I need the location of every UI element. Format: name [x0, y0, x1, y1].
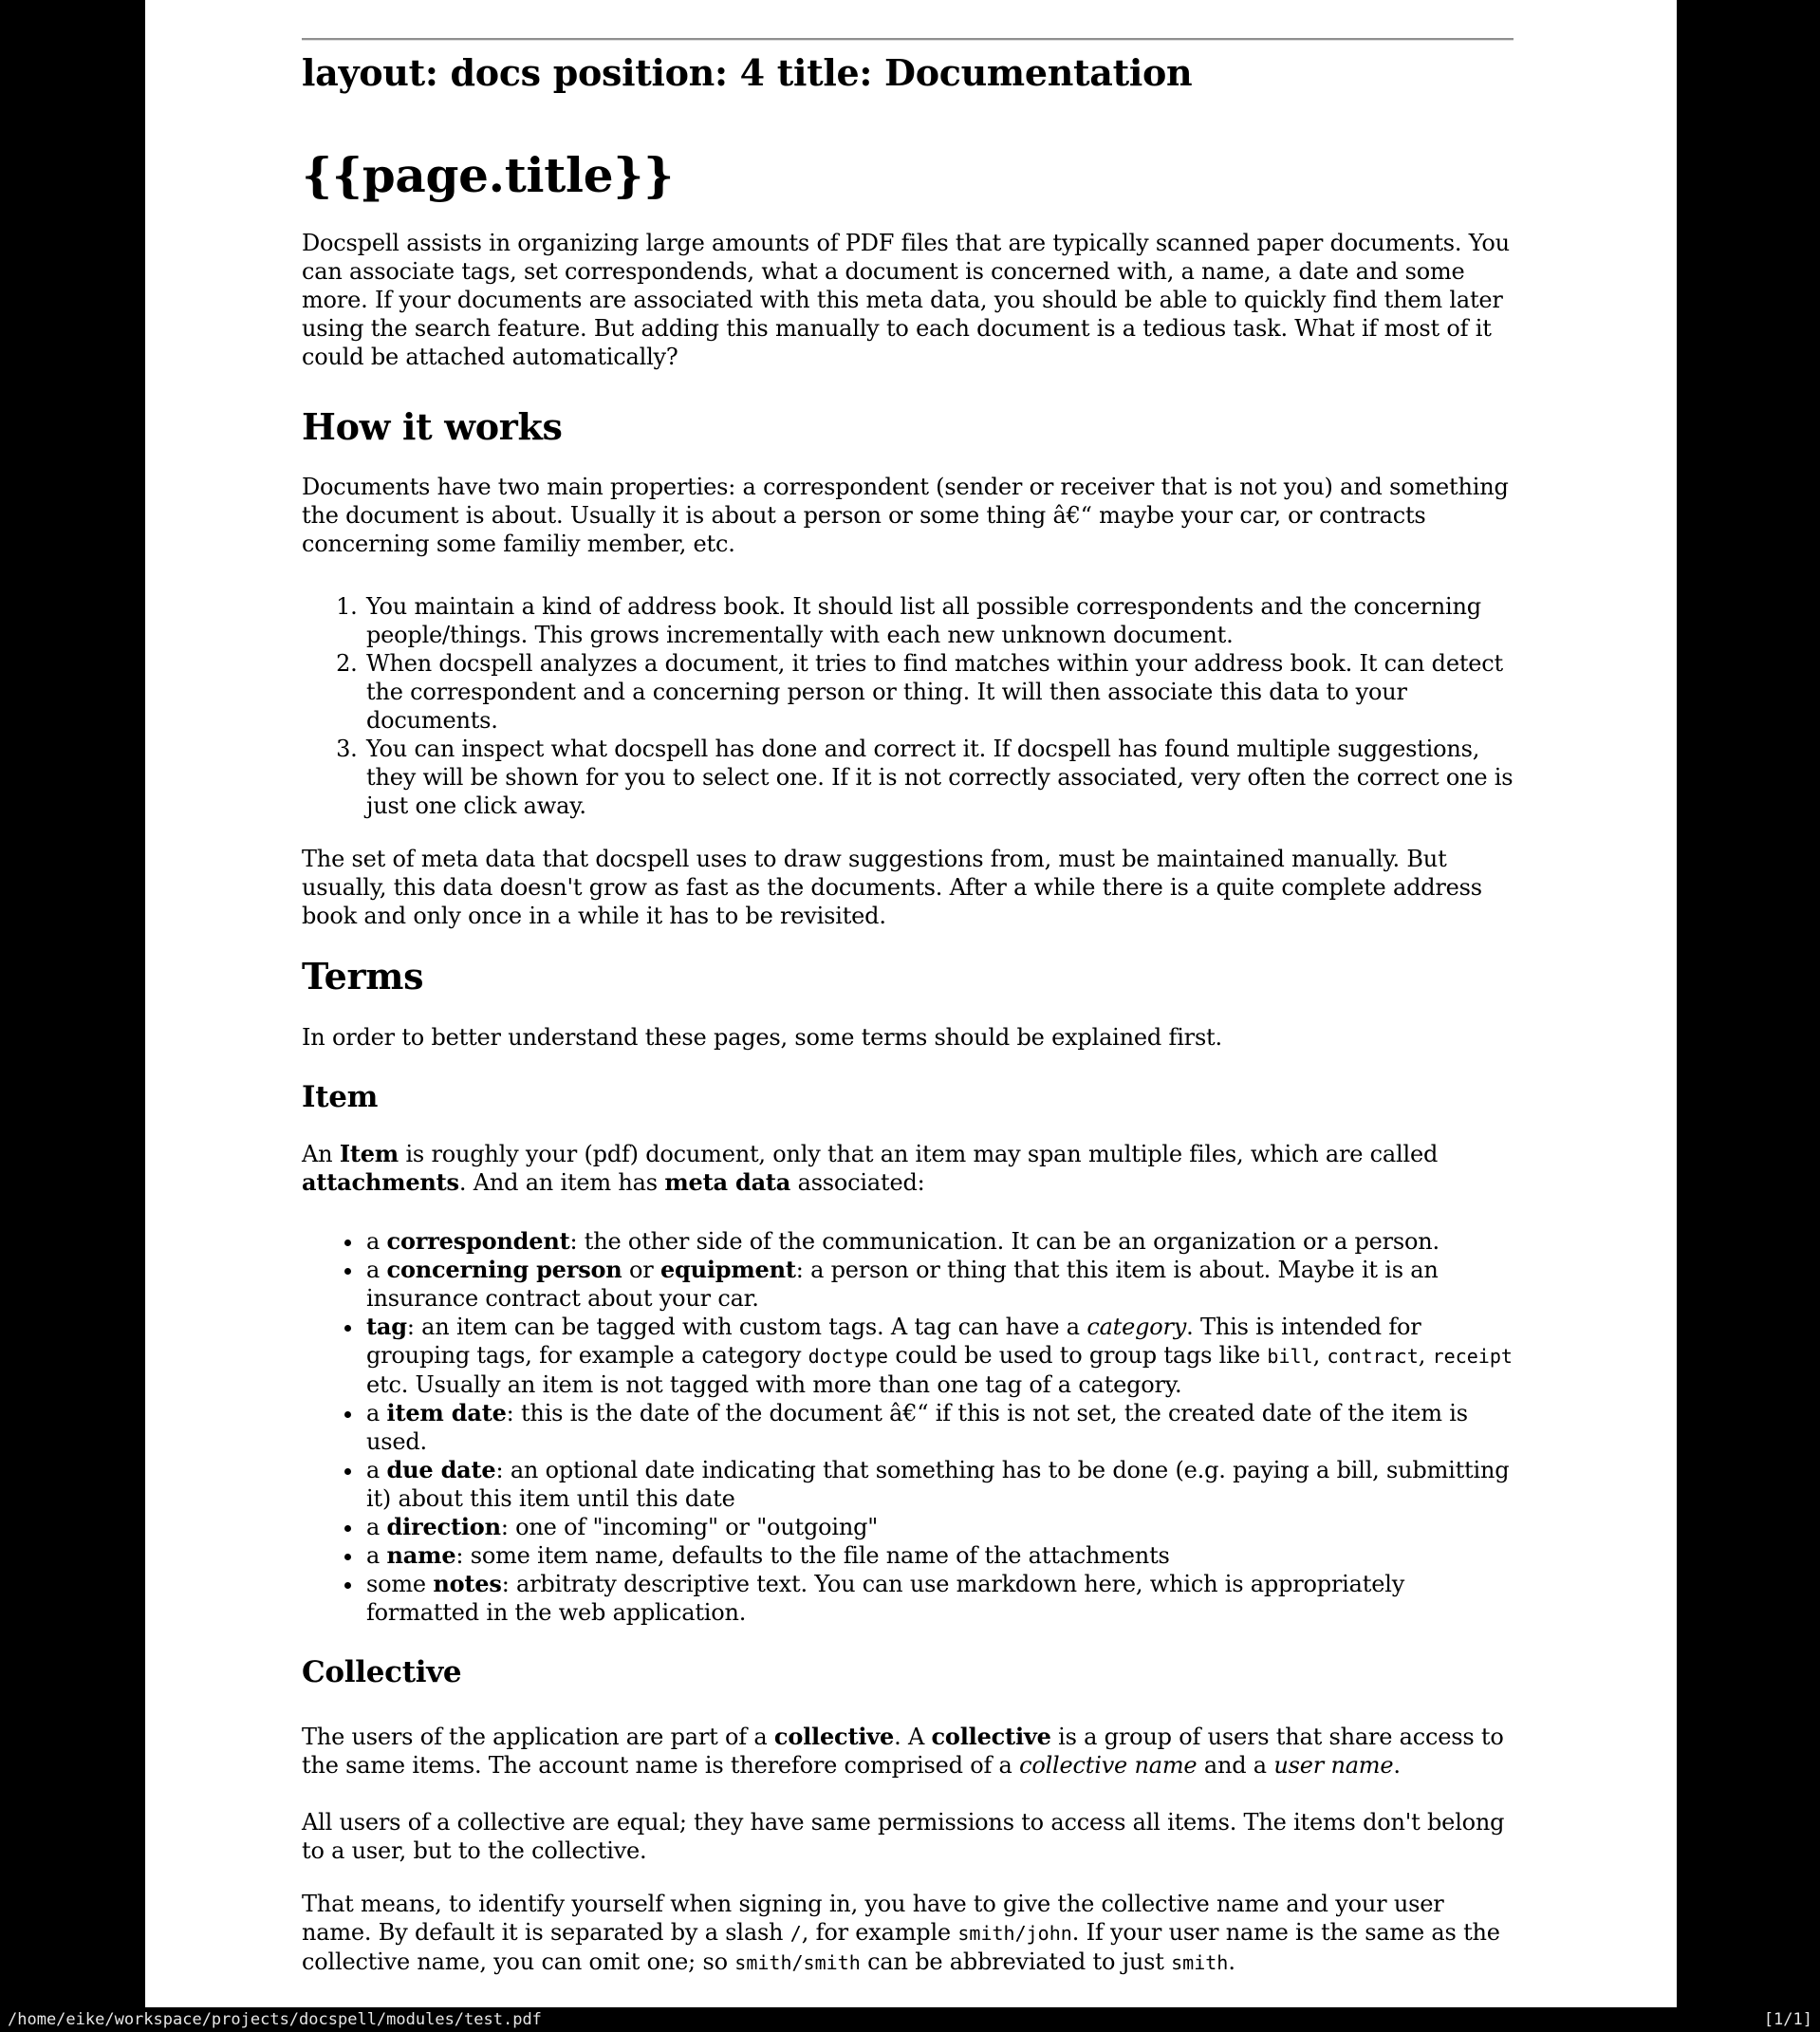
heading-how-it-works: How it works: [302, 404, 563, 448]
list-item: 2. When docspell analyzes a document, it tries to find matches within your address book. It can detect the correspondent and a concerning person or thing. It will then associate this data to your documents.: [364, 649, 1514, 735]
list-item: • a name: some item name, defaults to the file name of the attachments: [364, 1541, 1514, 1570]
collective-paragraph-1: The users of the application are part of a collective. A collective is a group of users that share access to the same items. The account name is therefore comprised of a collective name and a user name.: [302, 1723, 1504, 1780]
list-item: • a correspondent: the other side of the communication. It can be an organization or a person.: [364, 1227, 1514, 1256]
terms-intro-paragraph: In order to better understand these pages, some terms should be explained first.: [302, 1023, 1222, 1051]
heading-item: Item: [302, 1079, 379, 1114]
page-title: {{page.title}}: [302, 146, 674, 203]
list-item: • a item date: this is the date of the document â€“ if this is not set, the created date of the item is used.: [364, 1399, 1514, 1456]
intro-paragraph: Docspell assists in organizing large amounts of PDF files that are typically scanned paper documents. You can associate tags, set correspondends, what a document is concerned with, a name, a date and some more. If your documents are associated with this meta data, you should be able to quickly find them later using the search feature. But adding this manually to each document is a tedious task. What if most of it could be attached automatically?: [302, 229, 1510, 370]
collective-paragraph-2: All users of a collective are equal; they have same permissions to access all items. The items don't belong to a user, but to the collective.: [302, 1809, 1505, 1865]
list-item: • a concerning person or equipment: a person or thing that this item is about. Maybe it is an insurance contract about your car.: [364, 1256, 1514, 1313]
how-steps-list: [302, 592, 1514, 820]
statusbar-filepath: /home/eike/workspace/projects/docspell/modules/test.pdf: [8, 2010, 542, 2029]
list-item: 3. You can inspect what docspell has done and correct it. If docspell has found multiple suggestions, they will be shown for you to select one. If it is not correctly associated, very often the correct one is just one click away.: [364, 735, 1514, 820]
collective-paragraph-3: That means, to identify yourself when signing in, you have to give the collective name and your user name. By default it is separated by a slash /, for example smith/john. If your user name is the same as the collective name, you can omit one; so smith/smith can be abbreviated to just smith.: [302, 1891, 1500, 1976]
list-item: • a due date: an optional date indicating that something has to be done (e.g. paying a bill, submitting it) about this item until this date: [364, 1456, 1514, 1513]
item-intro-paragraph: An Item is roughly your (pdf) document, only that an item may span multiple files, which are called attachments. And an item has meta data associated:: [302, 1139, 1439, 1196]
heading-collective: Collective: [302, 1654, 462, 1689]
statusbar-page-indicator: [1/1]: [1763, 2010, 1812, 2029]
list-item: • tag: an item can be tagged with custom tags. A tag can have a category. This is intended for grouping tags, for example a category doctype could be used to group tags like bill, contract, receipt etc. Usually an item is not tagged with more than one tag of a category.: [364, 1313, 1514, 1399]
pdf-page: [145, 0, 1677, 2007]
statusbar: [0, 2007, 1820, 2032]
item-meta-list: [302, 1227, 1514, 1627]
heading-terms: Terms: [302, 955, 424, 998]
list-item: 1. You maintain a kind of address book. It should list all possible correspondents and the concerning people/things. This grows incrementally with each new unknown document.: [364, 592, 1514, 649]
document-content: [302, 0, 1514, 1977]
list-item: • a direction: one of "incoming" or "outgoing": [364, 1513, 1514, 1541]
top-horizontal-rule: [302, 38, 1514, 40]
frontmatter-heading: layout: docs position: 4 title: Documentation: [302, 51, 1193, 94]
how-intro-paragraph: Documents have two main properties: a correspondent (sender or receiver that is not you) and something the document is about. Usually it is about a person or some thing â€“ maybe your car, or contracts concerning some familiy member, etc.: [302, 474, 1509, 558]
list-item: • some notes: arbitraty descriptive text. You can use markdown here, which is appropriately formatted in the web application.: [364, 1570, 1514, 1627]
how-outro-paragraph: The set of meta data that docspell uses to draw suggestions from, must be maintained manually. But usually, this data doesn't grow as fast as the documents. After a while there is a quite complete address book and only once in a while it has to be revisited.: [302, 846, 1482, 930]
